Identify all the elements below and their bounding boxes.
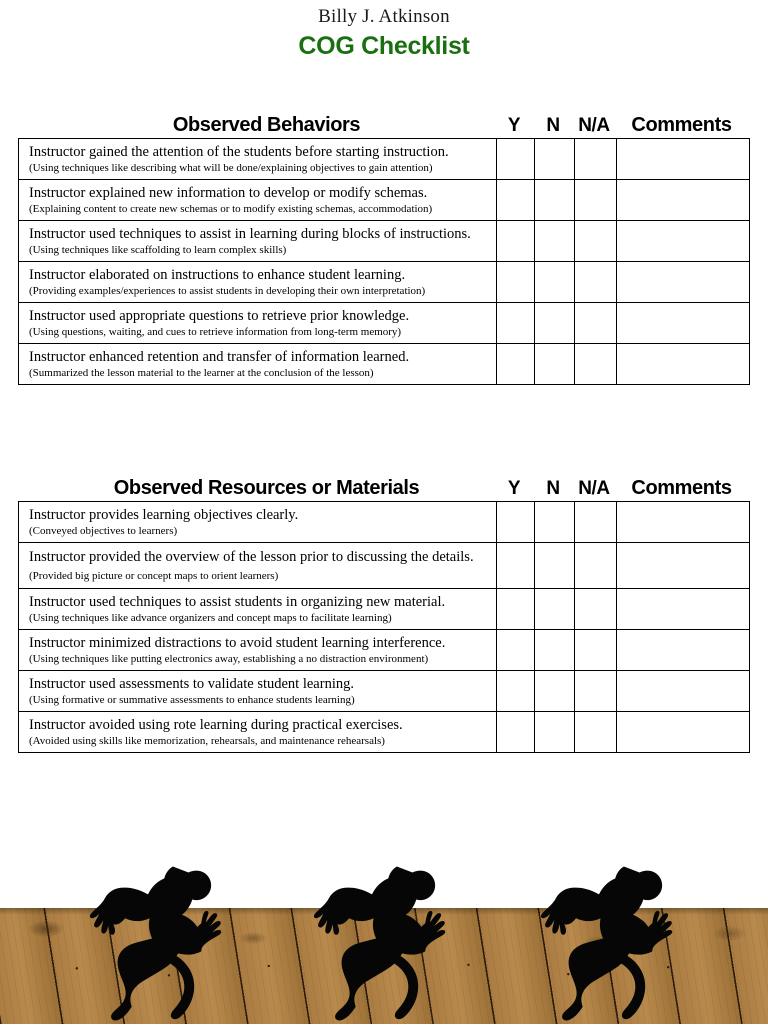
cell-yes[interactable] [496, 712, 534, 753]
cell-comments[interactable] [616, 262, 749, 303]
cell-no[interactable] [534, 589, 574, 630]
item-description: (Using techniques like scaffolding to learn complex skills) [29, 244, 287, 256]
item-description: (Using techniques like advance organizers and concept maps to facilitate learning) [29, 612, 392, 624]
cell-no[interactable] [534, 180, 574, 221]
table-row [19, 262, 750, 303]
cell-no[interactable] [534, 502, 574, 543]
table-row [19, 303, 750, 344]
item-description: (Using questions, waiting, and cues to retrieve information from long-term memory) [29, 326, 402, 338]
table-row [19, 543, 750, 589]
cell-yes[interactable] [496, 303, 534, 344]
cell-na[interactable] [574, 630, 616, 671]
column-header-comments: Comments [631, 477, 732, 499]
cell-na[interactable] [574, 180, 616, 221]
cell-comments[interactable] [616, 221, 749, 262]
cell-yes[interactable] [496, 502, 534, 543]
cell-yes[interactable] [496, 180, 534, 221]
checklist-item-text [19, 630, 497, 671]
item-description: (Explaining content to create new schemas or to modify existing schemas, accommodation) [29, 203, 433, 215]
cell-no[interactable] [534, 630, 574, 671]
cell-yes[interactable] [496, 543, 534, 589]
cell-yes[interactable] [496, 262, 534, 303]
item-statement: Instructor provided the overview of the lesson prior to discussing the details. [29, 549, 474, 565]
section-heading: Observed Resources or Materials [113, 477, 420, 499]
cell-comments[interactable] [616, 630, 749, 671]
item-description: (Conveyed objectives to learners) [29, 525, 178, 537]
section-header-row [18, 110, 750, 136]
column-header-yes: Y [507, 478, 521, 499]
cell-na[interactable] [574, 221, 616, 262]
column-header-comments: Comments [631, 114, 732, 136]
checklist-item-text [19, 262, 497, 303]
section-heading: Observed Behaviors [172, 114, 361, 136]
item-statement: Instructor used assessments to validate student learning. [29, 676, 354, 692]
checklist-item-text [19, 502, 497, 543]
checklist-item-text [19, 543, 497, 589]
cell-yes[interactable] [496, 344, 534, 385]
cell-yes[interactable] [496, 139, 534, 180]
table-row [19, 630, 750, 671]
cell-no[interactable] [534, 543, 574, 589]
table-row [19, 344, 750, 385]
item-statement: Instructor provides learning objectives clearly. [29, 507, 299, 523]
item-description: (Using techniques like putting electronics away, establishing a no distraction environment) [29, 653, 429, 665]
checklist-item-text [19, 221, 497, 262]
checklist-item-text [19, 589, 497, 630]
item-statement: Instructor elaborated on instructions to enhance student learning. [29, 267, 406, 283]
checklist-item-text [19, 139, 497, 180]
page-title: COG Checklist [298, 32, 470, 60]
cell-na[interactable] [574, 502, 616, 543]
column-header-no: N [546, 478, 560, 499]
runner-silhouette-icon [527, 858, 705, 1028]
cell-comments[interactable] [616, 180, 749, 221]
item-statement: Instructor enhanced retention and transfer of information learned. [29, 349, 410, 365]
item-description: (Using formative or summative assessments to enhance students learning) [29, 694, 355, 706]
cell-na[interactable] [574, 712, 616, 753]
cell-na[interactable] [574, 139, 616, 180]
document-header [0, 0, 768, 62]
item-statement: Instructor explained new information to develop or modify schemas. [29, 185, 428, 201]
item-statement: Instructor used appropriate questions to retrieve prior knowledge. [29, 308, 410, 324]
cell-na[interactable] [574, 303, 616, 344]
cell-no[interactable] [534, 712, 574, 753]
table-row [19, 180, 750, 221]
cell-comments[interactable] [616, 303, 749, 344]
runner-silhouette-icon [300, 858, 478, 1028]
section-header-row [18, 473, 750, 499]
cell-na[interactable] [574, 543, 616, 589]
checklist-item-text [19, 180, 497, 221]
cell-comments[interactable] [616, 589, 749, 630]
item-description: (Provided big picture or concept maps to orient learners) [29, 570, 279, 582]
cell-yes[interactable] [496, 630, 534, 671]
table-row [19, 589, 750, 630]
cell-comments[interactable] [616, 344, 749, 385]
checklist-table-resources [18, 501, 750, 753]
column-header-no: N [546, 115, 560, 136]
item-statement: Instructor used techniques to assist in learning during blocks of instructions. [29, 226, 471, 242]
table-row [19, 139, 750, 180]
table-row [19, 502, 750, 543]
cell-no[interactable] [534, 221, 574, 262]
item-statement: Instructor avoided using rote learning during practical exercises. [29, 717, 403, 733]
cell-comments[interactable] [616, 139, 749, 180]
cell-no[interactable] [534, 262, 574, 303]
cell-comments[interactable] [616, 671, 749, 712]
checklist-item-text [19, 712, 497, 753]
item-statement: Instructor minimized distractions to avoid student learning interference. [29, 635, 446, 651]
item-description: (Providing examples/experiences to assist students in developing their own interpretation) [29, 285, 426, 297]
cell-na[interactable] [574, 671, 616, 712]
section-observed-behaviors [18, 110, 750, 385]
checklist-item-text [19, 303, 497, 344]
cell-yes[interactable] [496, 589, 534, 630]
cell-na[interactable] [574, 344, 616, 385]
cell-no[interactable] [534, 671, 574, 712]
table-row [19, 671, 750, 712]
cell-comments[interactable] [616, 502, 749, 543]
cell-no[interactable] [534, 303, 574, 344]
column-header-na: N/A [578, 115, 610, 136]
section-observed-resources [18, 473, 750, 753]
item-statement: Instructor gained the attention of the students before starting instruction. [29, 144, 449, 160]
author-name: Billy J. Atkinson [318, 6, 450, 27]
cell-yes[interactable] [496, 671, 534, 712]
table-row [19, 221, 750, 262]
column-header-yes: Y [507, 115, 521, 136]
checklist-table-behaviors [18, 138, 750, 385]
checklist-item-text [19, 344, 497, 385]
cell-na[interactable] [574, 589, 616, 630]
runner-silhouette-icon [76, 858, 254, 1028]
checklist-item-text [19, 671, 497, 712]
cell-yes[interactable] [496, 221, 534, 262]
cell-no[interactable] [534, 139, 574, 180]
cell-comments[interactable] [616, 712, 749, 753]
item-description: (Summarized the lesson material to the learner at the conclusion of the lesson) [29, 367, 374, 379]
item-statement: Instructor used techniques to assist students in organizing new material. [29, 594, 446, 610]
item-description: (Avoided using skills like memorization, rehearsals, and maintenance rehearsals) [29, 735, 385, 747]
item-description: (Using techniques like describing what will be done/explaining objectives to gain attention) [29, 162, 433, 174]
column-header-na: N/A [578, 478, 610, 499]
cell-comments[interactable] [616, 543, 749, 589]
cell-no[interactable] [534, 344, 574, 385]
table-row [19, 712, 750, 753]
cell-na[interactable] [574, 262, 616, 303]
